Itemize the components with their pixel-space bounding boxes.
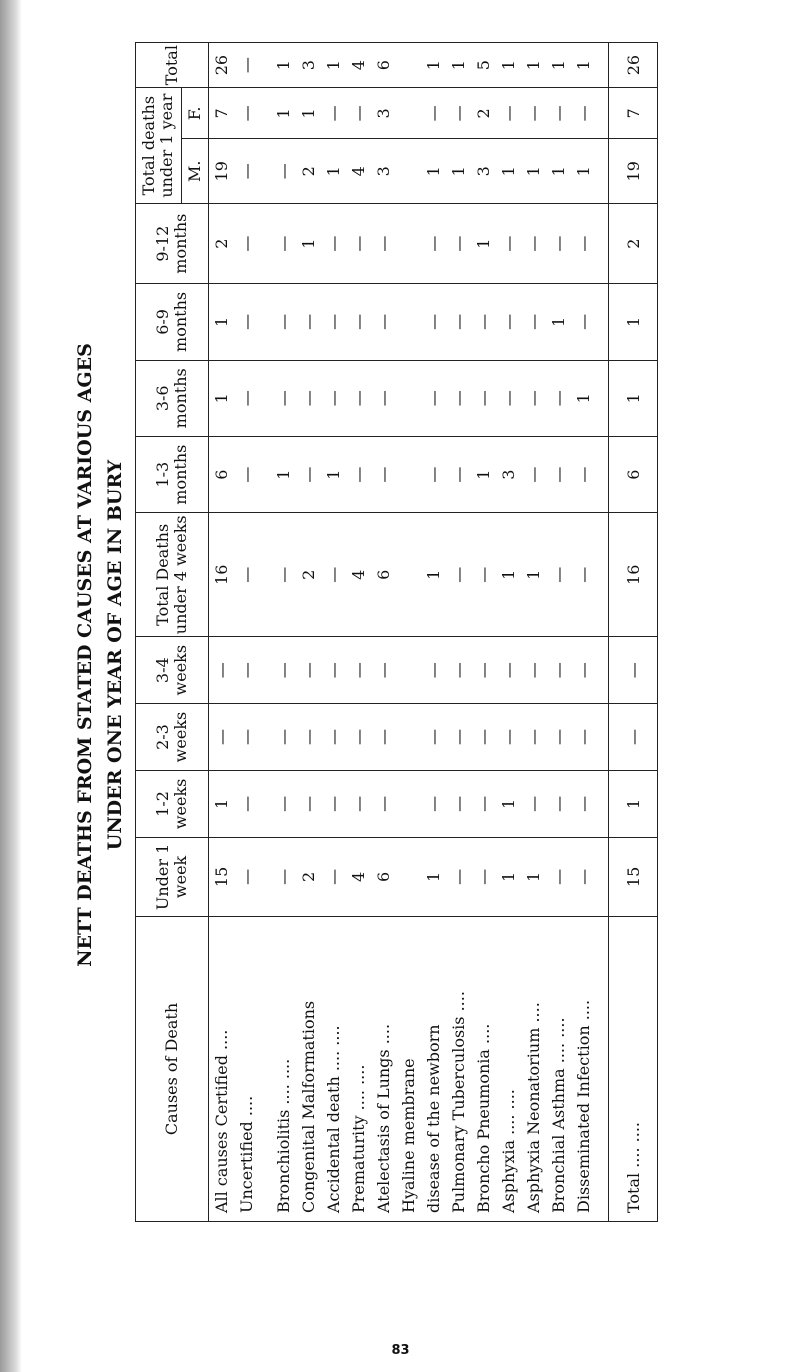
table-row: [396, 43, 421, 1222]
value-cell: 7: [209, 88, 235, 139]
value-cell: —: [371, 284, 396, 360]
value-cell: 2: [209, 204, 235, 284]
header-1-3-months: 1-3 months: [136, 436, 209, 512]
value-cell: —: [496, 360, 521, 436]
value-cell: —: [421, 704, 446, 771]
value-cell: 1: [496, 837, 521, 916]
spacer-cell: [596, 436, 609, 512]
cause-cell: Uncertified ....: [234, 917, 259, 1222]
spacer-cell: [596, 43, 609, 88]
value-cell: —: [521, 88, 546, 139]
value-cell: 16: [609, 513, 658, 637]
spacer-cell: [259, 139, 271, 204]
cause-cell: disease of the newborn: [421, 917, 446, 1222]
spacer-cell: [259, 917, 271, 1222]
cause-cell: Accidental death .... ....: [321, 917, 346, 1222]
value-cell: —: [321, 513, 346, 637]
value-cell: 1: [421, 513, 446, 637]
title-line-2: UNDER ONE YEAR OF AGE IN BURY: [104, 459, 126, 851]
spacer-cell: [596, 637, 609, 704]
value-cell: [396, 436, 421, 512]
value-cell: —: [446, 513, 471, 637]
table-body: [209, 43, 658, 1222]
value-cell: —: [571, 436, 596, 512]
table-row: [321, 43, 346, 1222]
spacer-row: [259, 43, 271, 1222]
spacer-cell: [259, 513, 271, 637]
value-cell: [396, 284, 421, 360]
value-cell: 16: [209, 513, 235, 637]
value-cell: —: [234, 704, 259, 771]
value-cell: —: [421, 436, 446, 512]
value-cell: —: [271, 770, 296, 837]
value-cell: —: [446, 360, 471, 436]
value-cell: —: [546, 88, 571, 139]
value-cell: —: [321, 360, 346, 436]
value-cell: —: [546, 204, 571, 284]
value-cell: 1: [471, 436, 496, 512]
value-cell: —: [446, 204, 471, 284]
value-cell: [396, 43, 421, 88]
spacer-cell: [259, 43, 271, 88]
value-cell: [396, 88, 421, 139]
value-cell: 1: [421, 43, 446, 88]
value-cell: —: [271, 704, 296, 771]
value-cell: 4: [346, 139, 371, 204]
value-cell: —: [421, 88, 446, 139]
value-cell: —: [234, 43, 259, 88]
value-cell: —: [371, 704, 396, 771]
value-cell: —: [446, 284, 471, 360]
cause-cell: Hyaline membrane: [396, 917, 421, 1222]
value-cell: —: [471, 704, 496, 771]
value-cell: —: [271, 637, 296, 704]
value-cell: —: [234, 284, 259, 360]
cause-cell: Asphyxia .... ....: [496, 917, 521, 1222]
value-cell: 1: [446, 139, 471, 204]
cause-cell: All causes Certified ....: [209, 917, 235, 1222]
table-row: [471, 43, 496, 1222]
value-cell: —: [234, 88, 259, 139]
value-cell: 5: [471, 43, 496, 88]
value-cell: 4: [346, 837, 371, 916]
value-cell: 1: [496, 139, 521, 204]
value-cell: —: [271, 139, 296, 204]
value-cell: 6: [609, 436, 658, 512]
spacer-row: [596, 43, 609, 1222]
value-cell: 2: [296, 837, 321, 916]
header-male: M.: [181, 139, 208, 204]
value-cell: —: [421, 284, 446, 360]
value-cell: —: [571, 704, 596, 771]
value-cell: —: [609, 704, 658, 771]
cause-cell: Disseminated Infection ....: [571, 917, 596, 1222]
value-cell: 1: [609, 770, 658, 837]
table-row: [496, 43, 521, 1222]
cause-cell: Prematurity .... ....: [346, 917, 371, 1222]
value-cell: —: [271, 837, 296, 916]
header-6-9-months: 6-9 months: [136, 284, 209, 360]
value-cell: 1: [321, 436, 346, 512]
value-cell: —: [521, 637, 546, 704]
value-cell: —: [346, 284, 371, 360]
spacer-cell: [596, 917, 609, 1222]
table-row: [209, 43, 235, 1222]
spacer-cell: [596, 284, 609, 360]
value-cell: —: [496, 284, 521, 360]
spacer-cell: [259, 284, 271, 360]
value-cell: —: [446, 704, 471, 771]
value-cell: 1: [521, 837, 546, 916]
value-cell: 6: [371, 513, 396, 637]
value-cell: —: [371, 770, 396, 837]
value-cell: —: [546, 513, 571, 637]
value-cell: 4: [346, 43, 371, 88]
value-cell: [396, 513, 421, 637]
value-cell: —: [571, 770, 596, 837]
value-cell: 1: [271, 436, 296, 512]
value-cell: —: [296, 704, 321, 771]
value-cell: —: [209, 637, 235, 704]
value-cell: 1: [321, 139, 346, 204]
header-total: Total: [136, 43, 209, 88]
value-cell: 3: [471, 139, 496, 204]
value-cell: 2: [471, 88, 496, 139]
header-9-12-months: 9-12 months: [136, 204, 209, 284]
value-cell: [396, 360, 421, 436]
value-cell: —: [296, 637, 321, 704]
value-cell: 3: [371, 88, 396, 139]
value-cell: —: [421, 637, 446, 704]
spacer-cell: [259, 204, 271, 284]
value-cell: —: [546, 360, 571, 436]
value-cell: —: [521, 770, 546, 837]
value-cell: —: [234, 637, 259, 704]
value-cell: 26: [609, 43, 658, 88]
value-cell: —: [496, 204, 521, 284]
value-cell: —: [234, 770, 259, 837]
value-cell: 1: [296, 88, 321, 139]
value-cell: —: [471, 360, 496, 436]
value-cell: 1: [321, 43, 346, 88]
value-cell: —: [521, 704, 546, 771]
value-cell: 19: [609, 139, 658, 204]
value-cell: —: [346, 770, 371, 837]
value-cell: —: [234, 837, 259, 916]
value-cell: —: [321, 284, 346, 360]
value-cell: 2: [609, 204, 658, 284]
value-cell: —: [446, 637, 471, 704]
value-cell: —: [471, 284, 496, 360]
value-cell: —: [271, 360, 296, 436]
value-cell: [396, 837, 421, 916]
value-cell: 7: [609, 88, 658, 139]
value-cell: [396, 139, 421, 204]
value-cell: —: [321, 204, 346, 284]
value-cell: —: [321, 770, 346, 837]
table-row: [234, 43, 259, 1222]
value-cell: —: [296, 770, 321, 837]
value-cell: 2: [296, 513, 321, 637]
value-cell: —: [446, 436, 471, 512]
value-cell: —: [571, 513, 596, 637]
header-cause: Causes of Death: [136, 917, 209, 1222]
spacer-cell: [596, 704, 609, 771]
deaths-table-container: [135, 42, 680, 1222]
value-cell: 1: [521, 43, 546, 88]
spacer-cell: [259, 88, 271, 139]
value-cell: —: [471, 837, 496, 916]
value-cell: 1: [546, 139, 571, 204]
table-row: [571, 43, 596, 1222]
value-cell: —: [496, 704, 521, 771]
value-cell: 4: [346, 513, 371, 637]
value-cell: 1: [546, 284, 571, 360]
value-cell: —: [421, 770, 446, 837]
value-cell: —: [521, 204, 546, 284]
table-row: [296, 43, 321, 1222]
value-cell: 1: [209, 360, 235, 436]
value-cell: —: [234, 360, 259, 436]
value-cell: —: [346, 436, 371, 512]
spacer-cell: [596, 513, 609, 637]
value-cell: —: [371, 436, 396, 512]
value-cell: —: [296, 284, 321, 360]
value-cell: 1: [446, 43, 471, 88]
table-row: [271, 43, 296, 1222]
spacer-cell: [259, 837, 271, 916]
value-cell: —: [346, 360, 371, 436]
value-cell: —: [346, 637, 371, 704]
cause-cell: Pulmonary Tuberculosis ....: [446, 917, 471, 1222]
header-2-3-weeks: 2-3 weeks: [136, 704, 209, 771]
header-under-1-week: Under 1 week: [136, 837, 209, 916]
value-cell: 1: [421, 139, 446, 204]
value-cell: —: [546, 704, 571, 771]
value-cell: —: [371, 637, 396, 704]
value-cell: —: [271, 513, 296, 637]
value-cell: —: [521, 284, 546, 360]
value-cell: —: [234, 204, 259, 284]
value-cell: 1: [571, 360, 596, 436]
cause-cell: Congenital Malformations: [296, 917, 321, 1222]
spacer-cell: [259, 436, 271, 512]
spacer-cell: [596, 770, 609, 837]
page-number: 83: [391, 1343, 410, 1358]
value-cell: —: [321, 637, 346, 704]
cause-cell: Broncho Pneumonia ....: [471, 917, 496, 1222]
value-cell: —: [496, 88, 521, 139]
value-cell: —: [346, 704, 371, 771]
value-cell: 1: [271, 43, 296, 88]
value-cell: 1: [609, 360, 658, 436]
spacer-cell: [596, 139, 609, 204]
value-cell: —: [234, 436, 259, 512]
header-3-4-weeks: 3-4 weeks: [136, 637, 209, 704]
value-cell: 3: [496, 436, 521, 512]
value-cell: —: [346, 88, 371, 139]
header-1-2-weeks: 1-2 weeks: [136, 770, 209, 837]
value-cell: 6: [371, 837, 396, 916]
spacer-cell: [259, 637, 271, 704]
header-total-under-4-weeks: Total Deaths under 4 weeks: [136, 513, 209, 637]
value-cell: 1: [546, 43, 571, 88]
value-cell: —: [234, 139, 259, 204]
value-cell: —: [546, 770, 571, 837]
value-cell: —: [471, 637, 496, 704]
value-cell: —: [296, 360, 321, 436]
value-cell: [396, 770, 421, 837]
value-cell: 15: [209, 837, 235, 916]
value-cell: —: [471, 770, 496, 837]
value-cell: 26: [209, 43, 235, 88]
value-cell: 19: [209, 139, 235, 204]
value-cell: 1: [571, 139, 596, 204]
value-cell: [396, 704, 421, 771]
value-cell: —: [446, 837, 471, 916]
value-cell: —: [271, 284, 296, 360]
page-edge-shadow: [0, 0, 22, 1372]
table-row: [446, 43, 471, 1222]
value-cell: —: [321, 837, 346, 916]
spacer-cell: [596, 837, 609, 916]
value-cell: 1: [496, 43, 521, 88]
value-cell: —: [421, 204, 446, 284]
value-cell: 1: [521, 513, 546, 637]
value-cell: —: [471, 513, 496, 637]
value-cell: —: [371, 204, 396, 284]
value-cell: —: [321, 704, 346, 771]
value-cell: —: [446, 770, 471, 837]
value-cell: —: [296, 436, 321, 512]
cause-cell: Bronchial Asthma .... ....: [546, 917, 571, 1222]
cause-cell: Total .... ....: [609, 917, 658, 1222]
value-cell: —: [371, 360, 396, 436]
value-cell: 1: [271, 88, 296, 139]
table-row: [371, 43, 396, 1222]
value-cell: —: [496, 637, 521, 704]
value-cell: 1: [296, 204, 321, 284]
value-cell: 1: [496, 770, 521, 837]
value-cell: —: [609, 637, 658, 704]
spacer-cell: [259, 360, 271, 436]
value-cell: —: [521, 360, 546, 436]
value-cell: —: [234, 513, 259, 637]
table-row: [609, 43, 658, 1222]
table-row: [346, 43, 371, 1222]
value-cell: —: [209, 704, 235, 771]
value-cell: 1: [496, 513, 521, 637]
value-cell: —: [271, 204, 296, 284]
value-cell: 3: [296, 43, 321, 88]
value-cell: 1: [571, 43, 596, 88]
value-cell: 15: [609, 837, 658, 916]
spacer-cell: [596, 88, 609, 139]
value-cell: —: [346, 204, 371, 284]
deaths-table: [135, 42, 658, 1222]
value-cell: [396, 204, 421, 284]
value-cell: —: [571, 837, 596, 916]
value-cell: [396, 637, 421, 704]
title-line-1: NETT DEATHS FROM STATED CAUSES AT VARIOUS AGES: [74, 343, 96, 967]
value-cell: —: [546, 637, 571, 704]
value-cell: 1: [521, 139, 546, 204]
value-cell: —: [321, 88, 346, 139]
value-cell: —: [546, 837, 571, 916]
value-cell: 6: [209, 436, 235, 512]
value-cell: —: [571, 204, 596, 284]
value-cell: —: [521, 436, 546, 512]
header-3-6-months: 3-6 months: [136, 360, 209, 436]
value-cell: —: [571, 284, 596, 360]
table-row: [546, 43, 571, 1222]
cause-cell: Bronchiolitis .... ....: [271, 917, 296, 1222]
table-row: [421, 43, 446, 1222]
cause-cell: Atelectasis of Lungs ....: [371, 917, 396, 1222]
value-cell: 1: [471, 204, 496, 284]
spacer-cell: [596, 204, 609, 284]
value-cell: 1: [209, 284, 235, 360]
header-female: F.: [181, 88, 208, 139]
spacer-cell: [596, 360, 609, 436]
spacer-cell: [259, 770, 271, 837]
value-cell: 1: [609, 284, 658, 360]
value-cell: 2: [296, 139, 321, 204]
spacer-cell: [259, 704, 271, 771]
value-cell: 1: [421, 837, 446, 916]
value-cell: 6: [371, 43, 396, 88]
value-cell: —: [446, 88, 471, 139]
value-cell: —: [421, 360, 446, 436]
table-row: [521, 43, 546, 1222]
value-cell: 3: [371, 139, 396, 204]
value-cell: —: [546, 436, 571, 512]
value-cell: —: [571, 88, 596, 139]
value-cell: —: [571, 637, 596, 704]
header-total-under-1-year: Total deaths under 1 year: [136, 88, 182, 204]
cause-cell: Asphyxia Neonatorium ....: [521, 917, 546, 1222]
value-cell: 1: [209, 770, 235, 837]
